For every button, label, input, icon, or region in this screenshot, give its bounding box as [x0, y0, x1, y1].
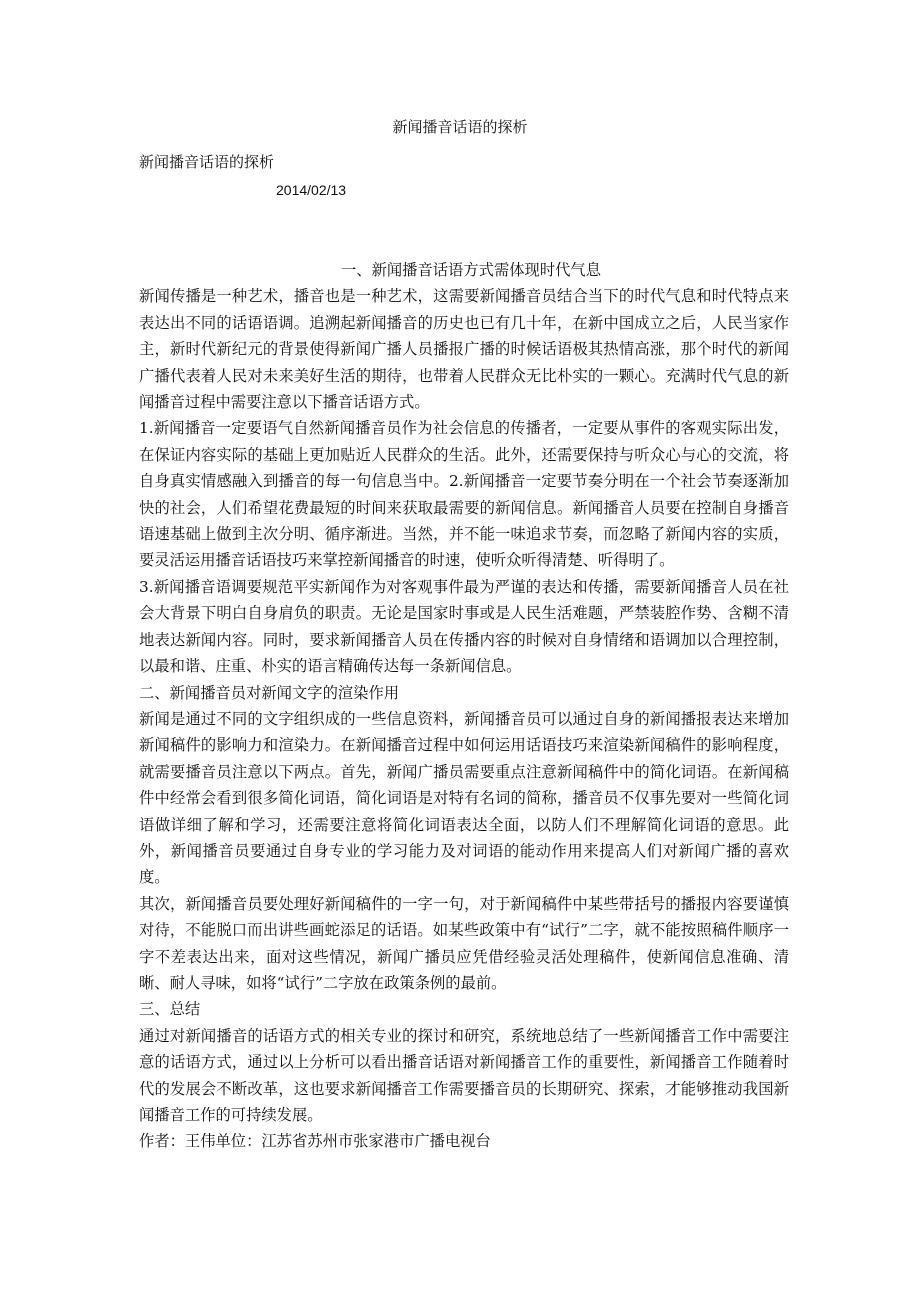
paragraph-6: 通过对新闻播音的话语方式的相关专业的探讨和研究，系统地总结了一些新闻播音工作中需要注意的话语方式，通过以上分析可以看出播音话语对新闻播音工作的重要性，新闻播音工作随着时代的发展会不断改革，这也要求新闻播音工作需要播音员的长期研究、探索，才能够推动我国新闻播音工作的可持续发展。	[139, 1026, 789, 1124]
paragraph-2: 1.新闻播音一定要语气自然新闻播音员作为社会信息的传播者，一定要从事件的客观实际出发，在保证内容实际的基础上更加贴近人民群众的生活。此外，还需要保持与听众心与心的交流，将自身真实情感融入到播音的每一句信息当中。2.新闻播音一定要节奏分明在一个社会节奏逐渐加快的社会，人们希望花费最短的时间来获取最需要的新闻信息。新闻播音人员要在控制自身播音语速基础上做到主次分明、循序渐进。当然，并不能一味追求节奏，而忽略了新闻内容的实质，要灵活运用播音话语技巧来掌控新闻播音的时速，使听众听得清楚、听得明了。	[139, 419, 789, 570]
paragraph-3: 3.新闻播音语调要规范平实新闻作为对客观事件最为严谨的表达和传播，需要新闻播音人员在社会大背景下明白自身肩负的职责。无论是国家时事或是人民生活难题，严禁装腔作势、含糊不清地表达新闻内容。同时，要求新闻播音人员在传播内容的时候对自身情绪和语调加以合理控制，以最和谐、庄重、朴实的语言精确传达每一条新闻信息。	[139, 577, 789, 676]
section-heading-3: 三、总结	[139, 1000, 201, 1019]
publish-date: 2014/02/13	[276, 182, 347, 198]
article-body	[139, 257, 789, 1155]
section-heading-2: 二、新闻播音员对新闻文字的渲染作用	[139, 683, 400, 702]
document-title: 新闻播音话语的探析	[392, 118, 528, 136]
paragraph-4: 新闻是通过不同的文字组织成的一些信息资料，新闻播音员可以通过自身的新闻播报表达来增加新闻稿件的影响力和渲染力。在新闻播音过程中如何运用话语技巧来渲染新闻稿件的影响程度，就需要播音员注意以下两点。首先，新闻广播员需要重点注意新闻稿件中的简化词语。在新闻稿件中经常会看到很多简化词语，简化词语是对特有名词的简称，播音员不仅事先要对一些简化词语做详细了解和学习，还需要注意将简化词语表达全面，以防人们不理解简化词语的意思。此外，新闻播音员要通过自身专业的学习能力及对词语的能动作用来提高人们对新闻广播的喜欢度。	[139, 709, 789, 887]
paragraph-1: 新闻传播是一种艺术，播音也是一种艺术，这需要新闻播音员结合当下的时代气息和时代特点来表达出不同的话语语调。追溯起新闻播音的历史也已有几十年，在新中国成立之后，人民当家作主，新时代新纪元的背景使得新闻广播人员播报广播的时候话语极其热情高涨，那个时代的新闻广播代表着人民对未来美好生活的期待，也带着人民群众无比朴实的一颗心。充满时代气息的新闻播音过程中需要注意以下播音话语方式。	[139, 287, 789, 412]
author-line: 作者：王伟单位：江苏省苏州市张家港市广播电视台	[139, 1132, 491, 1151]
paragraph-5: 其次，新闻播音员要处理好新闻稿件的一字一句，对于新闻稿件中某些带括号的播报内容要谨慎对待，不能脱口而出讲些画蛇添足的话语。如某些政策中有“试行”二字，就不能按照稿件顺序一字不差表达出来，面对这些情况，新闻广播员应凭借经验灵活处理稿件，使新闻信息准确、清晰、耐人寻味，如将“试行”二字放在政策条例的最前。	[139, 894, 789, 992]
article-subtitle: 新闻播音话语的探析	[139, 153, 275, 171]
section-heading-1: 一、新闻播音话语方式需体现时代气息	[340, 261, 602, 279]
